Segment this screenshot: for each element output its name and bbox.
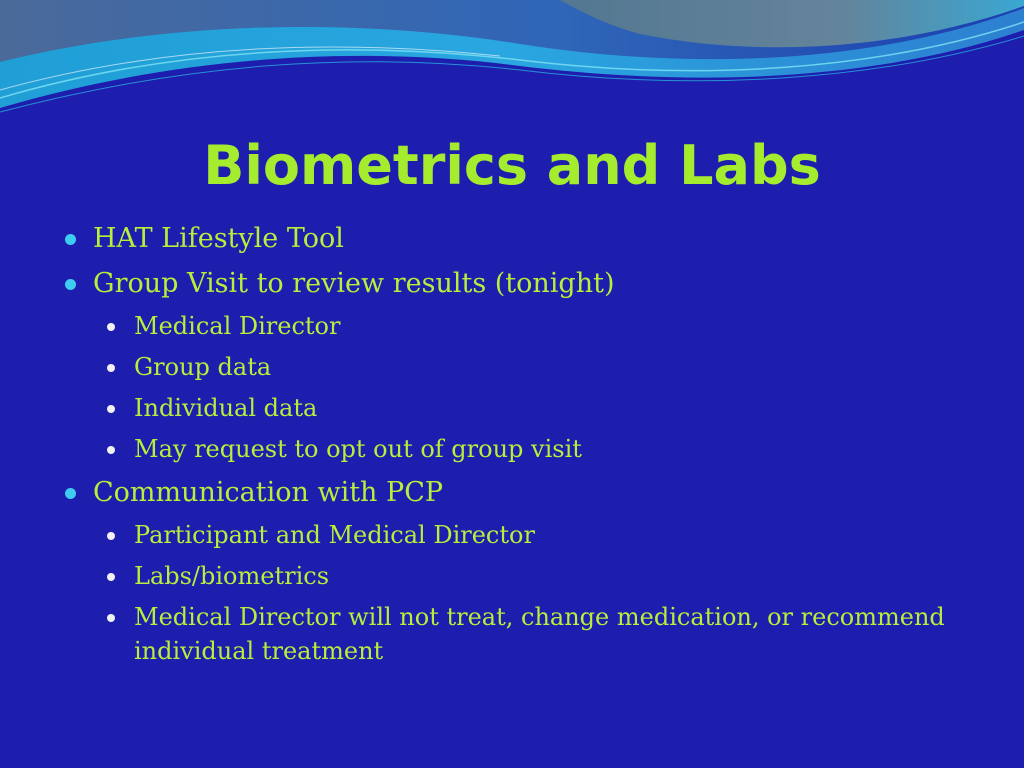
bullet-dot-icon (65, 234, 76, 245)
bullet-dot-icon (65, 488, 76, 499)
sub-bullet-dot-icon (107, 532, 115, 540)
sub-bullet-item (104, 432, 962, 466)
sub-bullet-dot-icon (107, 323, 115, 331)
sub-bullet-dot-icon (107, 405, 115, 413)
bullet-dot-icon (65, 279, 76, 290)
sub-bullet-item (104, 309, 962, 343)
bullet-item (62, 264, 962, 304)
sub-bullet-item (104, 559, 962, 593)
bullet-text: Group data (134, 353, 272, 381)
bullet-text: Medical Director (134, 312, 341, 340)
sub-bullet-dot-icon (107, 446, 115, 454)
bullet-list (62, 219, 962, 675)
bullet-text: HAT Lifestyle Tool (93, 223, 344, 254)
sub-bullet-dot-icon (107, 364, 115, 372)
bullet-text: Group Visit to review results (tonight) (93, 268, 615, 299)
sub-bullet-dot-icon (107, 573, 115, 581)
sub-bullet-item (104, 518, 962, 552)
sub-bullet-item (104, 600, 962, 668)
bullet-text: Labs/biometrics (134, 562, 330, 590)
bullet-text: Participant and Medical Director (134, 521, 535, 549)
sub-bullet-item (104, 350, 962, 384)
sub-bullet-item (104, 391, 962, 425)
bullet-item (62, 219, 962, 259)
bullet-text: Medical Director will not treat, change medication, or recommend individual treatment (134, 603, 945, 665)
sub-bullet-dot-icon (107, 614, 115, 622)
bullet-text: Individual data (134, 394, 318, 422)
wave-header-decoration (0, 0, 1024, 130)
slide-title: Biometrics and Labs (203, 134, 821, 197)
bullet-text: May request to opt out of group visit (134, 435, 582, 463)
bullet-item (62, 473, 962, 513)
bullet-text: Communication with PCP (93, 477, 444, 508)
